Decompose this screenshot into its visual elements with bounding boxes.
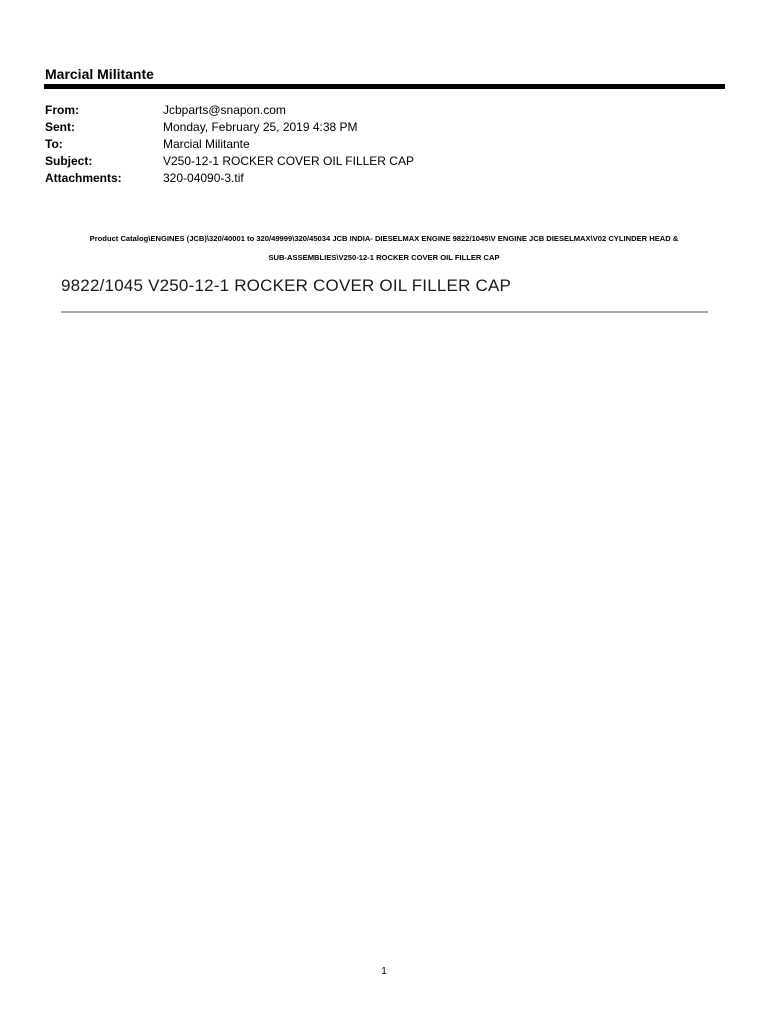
mailbox-owner-name: Marcial Militante	[45, 66, 154, 82]
to-value: Marcial Militante	[163, 137, 250, 151]
catalog-path-line-2: SUB-ASSEMBLIES\V250-12-1 ROCKER COVER OIL FILLER CAP	[268, 253, 500, 262]
attachments-row	[45, 170, 414, 187]
part-title: 9822/1045 V250-12-1 ROCKER COVER OIL FILLER CAP	[61, 276, 512, 295]
title-divider	[61, 311, 708, 313]
subject-row	[45, 153, 414, 170]
to-row	[45, 136, 414, 153]
sent-value: Monday, February 25, 2019 4:38 PM	[163, 120, 358, 134]
subject-label: Subject:	[45, 154, 93, 168]
sent-row	[45, 119, 414, 136]
attachments-label: Attachments:	[45, 171, 122, 185]
to-label: To:	[45, 137, 63, 151]
from-value[interactable]: Jcbparts@snapon.com	[163, 103, 286, 117]
header-divider	[44, 84, 725, 89]
catalog-path	[40, 229, 728, 267]
page-number: 1	[381, 966, 387, 977]
subject-value: V250-12-1 ROCKER COVER OIL FILLER CAP	[163, 154, 414, 168]
sent-label: Sent:	[45, 120, 75, 134]
catalog-path-line-1: Product Catalog\ENGINES (JCB)\320/40001 to 320/49999\320/45034 JCB INDIA- DIESELMAX ENGINE 9822/1045\V ENGINE JCB DIESELMAX\V02 CYLINDER HEAD &	[89, 234, 679, 243]
from-label: From:	[45, 103, 79, 117]
attachment-file-link[interactable]: 320-04090-3.tif	[163, 171, 244, 185]
email-headers	[45, 102, 414, 187]
from-row	[45, 102, 414, 119]
